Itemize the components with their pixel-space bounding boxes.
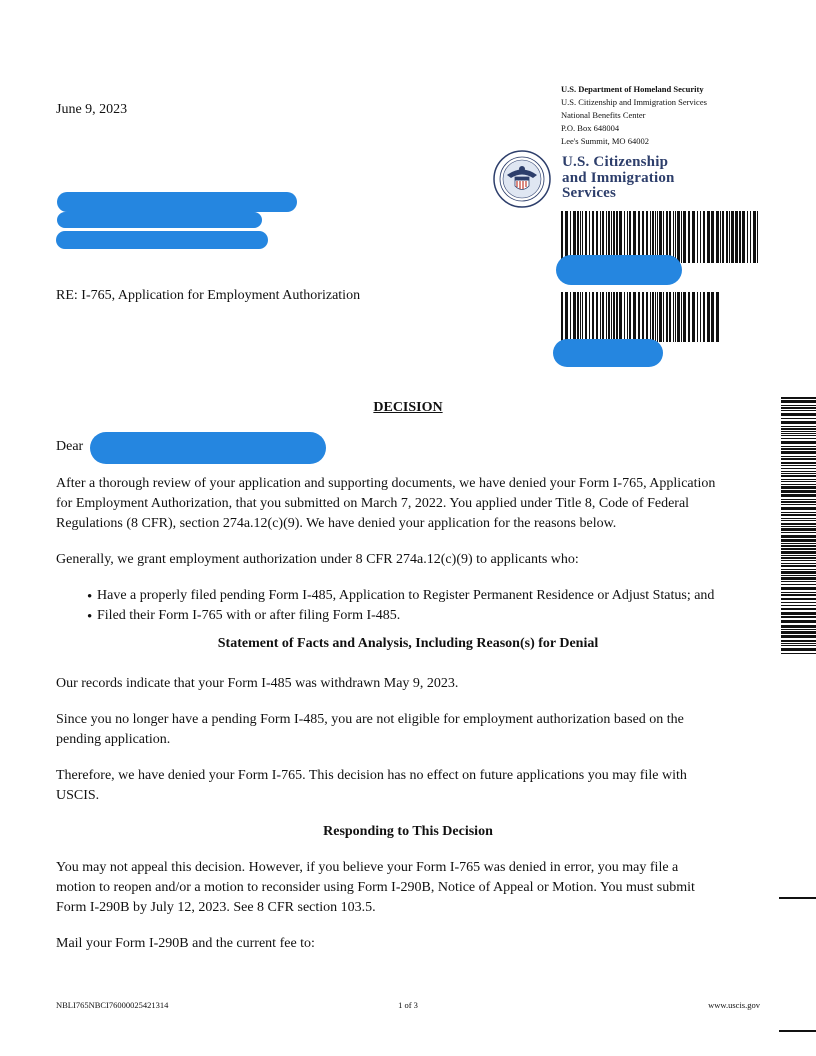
paragraph-criteria: Generally, we grant employment authorization under 8 CFR 274a.12(c)(9) to applicants who: <box>56 552 579 567</box>
redaction-mark <box>57 212 262 228</box>
barcode-bar <box>683 211 686 263</box>
paragraph-motion <box>56 858 695 918</box>
barcode-bar <box>781 620 816 623</box>
logo-line: and Immigration <box>562 169 675 186</box>
barcode-bar <box>561 292 563 342</box>
barcode-bar <box>750 211 751 263</box>
paragraph-review <box>56 474 715 534</box>
barcode-bar <box>655 292 656 342</box>
barcode-bar <box>781 451 816 454</box>
paragraph-line: for Employment Authorization, that you submitted on March 7, 2022. You applied under Title 8, Code of Federal <box>56 496 690 511</box>
barcode-bar <box>707 211 710 263</box>
barcode-bar <box>781 605 816 606</box>
barcode-bar <box>781 526 816 527</box>
barcode-bar <box>781 557 816 559</box>
barcode-bar <box>642 292 644 342</box>
barcode-bar <box>700 211 701 263</box>
barcode-bar <box>697 292 698 342</box>
barcode-bar <box>716 292 719 342</box>
barcode-bar <box>592 292 594 342</box>
barcode-bar <box>781 560 816 561</box>
uscis-logo-text <box>562 155 675 202</box>
barcode-bar <box>781 486 816 489</box>
barcode-bar <box>722 211 724 263</box>
barcode-bar <box>606 292 607 342</box>
paragraph-line: Form I-290B by July 12, 2023. See 8 CFR section 103.5. <box>56 900 376 915</box>
barcode-bar <box>673 211 674 263</box>
barcode-bar <box>666 292 668 342</box>
barcode-bar <box>600 292 601 342</box>
barcode-bar <box>781 435 816 436</box>
barcode-bar <box>781 418 816 419</box>
requirement-item: • Have a properly filed pending Form I-485, Application to Register Permanent Residence or Adjust Status; and <box>87 586 714 606</box>
edge-mark <box>779 897 816 899</box>
footer-code: NBLI765NBCI76000025421314 <box>56 1000 169 1010</box>
barcode-bar <box>781 616 816 618</box>
barcode-bar <box>781 584 816 585</box>
barcode-bar <box>781 602 816 603</box>
barcode-bar <box>781 539 816 542</box>
barcode-bar <box>781 438 816 439</box>
barcode-bar <box>688 211 690 263</box>
barcode-bar <box>565 292 568 342</box>
footer-website: www.uscis.gov <box>708 1000 760 1010</box>
re-line: RE: I-765, Application for Employment Authorization <box>56 288 361 303</box>
barcode-bar <box>735 211 738 263</box>
barcode-bar <box>681 211 682 263</box>
paragraph-records: Our records indicate that your Form I-485 was withdrawn May 9, 2023. <box>56 676 459 691</box>
barcode-bar <box>781 441 816 444</box>
agency-department: U.S. Department of Homeland Security <box>561 84 704 94</box>
barcode-bar <box>657 292 658 342</box>
paragraph-line: You may not appeal this decision. However, if you believe your Form I-765 was denied in error, you may file a <box>56 860 679 875</box>
barcode-bar <box>781 465 816 466</box>
barcode-bar <box>716 211 719 263</box>
barcode-bar <box>638 292 640 342</box>
barcode-bar <box>781 484 816 485</box>
barcode-bar <box>650 292 651 342</box>
barcode-bar <box>781 471 816 472</box>
barcode-middle <box>561 292 719 342</box>
barcode-bar <box>577 292 579 342</box>
paragraph-line: USCIS. <box>56 788 100 803</box>
barcode-bar <box>677 292 680 342</box>
paragraph-line: Therefore, we have denied your Form I-765. This decision has no effect on future applications you may file with <box>56 768 687 783</box>
barcode-bar <box>781 592 816 593</box>
barcode-bar <box>613 292 615 342</box>
responding-heading: Responding to This Decision <box>323 824 493 839</box>
redaction-mark <box>556 255 682 285</box>
barcode-bar <box>675 211 676 263</box>
barcode-bar <box>781 473 816 474</box>
edge-mark <box>779 1030 816 1032</box>
facts-heading: Statement of Facts and Analysis, Including Reason(s) for Denial <box>217 636 599 651</box>
dhs-seal-icon <box>493 150 551 208</box>
redaction-mark <box>553 339 663 367</box>
barcode-bar <box>629 292 631 342</box>
barcode-bar <box>781 523 816 525</box>
barcode-bar <box>781 468 816 469</box>
barcode-bar <box>781 565 816 567</box>
barcode-bar <box>781 569 816 570</box>
barcode-bar <box>573 292 576 342</box>
barcode-bar <box>627 292 628 342</box>
barcode-bar <box>675 292 676 342</box>
barcode-bar <box>663 292 664 342</box>
barcode-bar <box>781 462 816 464</box>
barcode-bar <box>608 292 610 342</box>
barcode-bar <box>781 548 816 550</box>
barcode-bar <box>781 504 816 505</box>
barcode-bar <box>781 421 816 424</box>
barcode-bar <box>582 292 583 342</box>
barcode-bar <box>781 426 816 427</box>
logo-line: Services <box>562 185 617 201</box>
barcode-bar <box>633 292 636 342</box>
barcode-bar <box>781 479 816 480</box>
barcode-bar <box>781 518 816 519</box>
barcode-bar <box>781 507 816 510</box>
barcode-bar <box>692 211 695 263</box>
barcode-bar <box>781 428 816 430</box>
barcode-bar <box>703 211 705 263</box>
barcode-bar <box>781 490 816 493</box>
barcode-bar <box>781 512 816 513</box>
barcode-bar <box>720 211 721 263</box>
barcode-bar <box>742 211 745 263</box>
barcode-bar <box>673 292 674 342</box>
barcode-bar <box>697 211 698 263</box>
agency-address <box>561 83 707 148</box>
barcode-bar <box>781 528 816 531</box>
barcode-bar <box>570 292 571 342</box>
barcode-bar <box>781 612 816 615</box>
barcode-bar <box>739 211 741 263</box>
barcode-bar <box>781 629 816 630</box>
barcode-bar <box>781 446 816 447</box>
barcode-bar <box>747 211 748 263</box>
barcode-bar <box>677 211 680 263</box>
barcode-bar <box>585 292 587 342</box>
barcode-bar <box>729 211 730 263</box>
barcode-bar <box>711 211 714 263</box>
barcode-bar <box>580 292 581 342</box>
redaction-mark <box>90 432 326 464</box>
barcode-bar <box>683 292 686 342</box>
barcode-bar <box>781 563 816 564</box>
barcode-bar <box>781 458 816 460</box>
barcode-bar <box>757 211 758 263</box>
paragraph-eligibility <box>56 710 684 750</box>
barcode-side <box>781 397 816 657</box>
barcode-bar <box>624 292 625 342</box>
paragraph-mail: Mail your Form I-290B and the current fee to: <box>56 936 315 951</box>
barcode-bar <box>700 292 701 342</box>
barcode-bar <box>781 532 816 533</box>
barcode-bar <box>781 481 816 482</box>
barcode-bar <box>589 292 590 342</box>
barcode-bar <box>707 292 710 342</box>
barcode-bar <box>659 292 662 342</box>
barcode-bar <box>602 292 604 342</box>
barcode-bar <box>731 211 734 263</box>
redaction-mark <box>57 192 297 212</box>
page-number: 1 of 3 <box>398 1000 418 1010</box>
barcode-bar <box>669 292 671 342</box>
barcode-bar <box>753 211 756 263</box>
barcode-bar <box>781 587 816 590</box>
paragraph-line: Regulations (8 CFR), section 274a.12(c)(9). We have denied your application for the reasons below. <box>56 516 617 531</box>
barcode-bar <box>781 581 816 582</box>
barcode-bar <box>619 292 622 342</box>
barcode-bar <box>781 545 816 547</box>
paragraph-line: After a thorough review of your application and supporting documents, we have denied your Form I-765, Application <box>56 476 716 491</box>
barcode-bar <box>781 535 816 538</box>
letter-date: June 9, 2023 <box>56 102 128 117</box>
barcode-bar <box>561 211 563 263</box>
barcode-bar <box>781 499 816 500</box>
barcode-bar <box>781 456 816 457</box>
barcode-bar <box>781 520 816 521</box>
barcode-bar <box>781 625 816 628</box>
barcode-bar <box>688 292 690 342</box>
barcode-bar <box>681 292 682 342</box>
barcode-bar <box>611 292 612 342</box>
logo-line: U.S. Citizenship <box>562 154 669 170</box>
paragraph-conclusion <box>56 766 687 806</box>
barcode-bar <box>781 514 816 516</box>
agency-line: Lee's Summit, MO 64002 <box>561 136 649 146</box>
paragraph-line: Since you no longer have a pending Form I-485, you are not eligible for employment authorization based on the <box>56 712 684 727</box>
agency-line: U.S. Citizenship and Immigration Services <box>561 97 707 107</box>
requirements-list <box>87 586 714 626</box>
barcode-bar <box>781 543 816 544</box>
barcode-bar <box>781 555 816 556</box>
barcode-bar <box>781 608 816 610</box>
barcode-bar <box>781 594 816 596</box>
barcode-bar <box>646 292 648 342</box>
barcode-bar <box>726 211 728 263</box>
salutation: Dear <box>56 439 84 454</box>
barcode-bar <box>703 292 705 342</box>
redaction-mark <box>56 231 268 249</box>
agency-line: P.O. Box 648004 <box>561 123 620 133</box>
barcode-bar <box>781 448 816 450</box>
barcode-bar <box>692 292 695 342</box>
barcode-bar <box>781 475 816 477</box>
barcode-bar <box>781 551 816 554</box>
requirement-item: • Filed their Form I-765 with or after filing Form I-485. <box>87 606 714 626</box>
barcode-bar <box>781 433 816 434</box>
barcode-bar <box>616 292 618 342</box>
barcode-bar <box>781 494 816 497</box>
barcode-bar <box>781 431 816 432</box>
barcode-bar <box>781 501 816 503</box>
barcode-bar <box>711 292 714 342</box>
barcode-bar <box>596 292 598 342</box>
barcode-bar <box>652 292 654 342</box>
barcode-bar <box>781 571 816 574</box>
decision-heading: DECISION <box>373 400 443 415</box>
paragraph-line: pending application. <box>56 732 171 747</box>
barcode-bar <box>781 575 816 576</box>
barcode-bar <box>781 577 816 580</box>
agency-line: National Benefits Center <box>561 110 646 120</box>
paragraph-line: motion to reopen and/or a motion to reconsider using Form I-290B, Notice of Appeal or Motion. You must submit <box>56 880 695 895</box>
barcode-bar <box>781 598 816 600</box>
